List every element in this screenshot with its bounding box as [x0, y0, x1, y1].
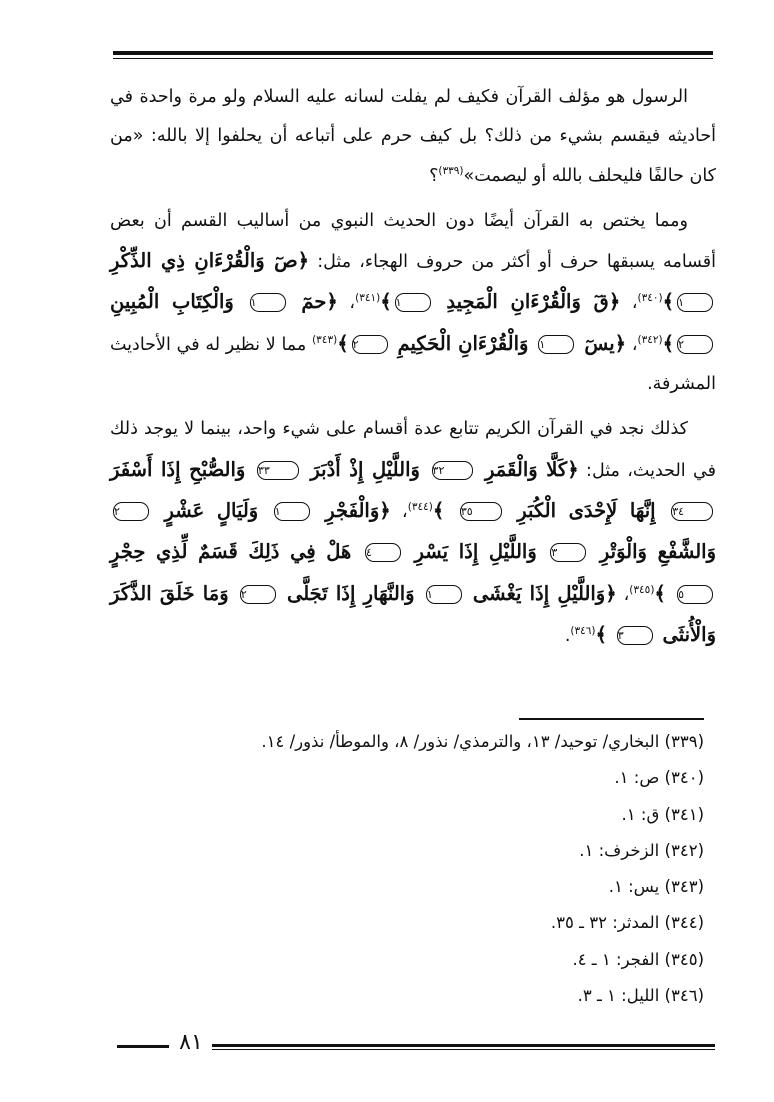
verse-number: ٢: [677, 335, 713, 354]
footnote-340: (٣٤٠) ص: ١.: [614, 768, 704, 788]
footnote-ref[interactable]: (٣٣٩): [438, 164, 464, 177]
footnote-ref[interactable]: (٣٤٥): [629, 583, 655, 596]
quran-verse-text: إِنَّهَا لَإِحْدَى الْكُبَرِ: [504, 498, 656, 522]
separator: ،: [620, 293, 638, 314]
ornate-bracket-close: ﴾: [662, 290, 675, 314]
paragraph-1: الرسول هو مؤلف القرآن فكيف لم يفلت لسانه عليه السلام ولو مرة واحدة في أحاديثه فيقسم بشيء من ذلك؟ بل كيف حرم على أتباعه أن يحلفوا إلا بالله: «من كان حالفًا فليحلف بالله أو ليصمت»$^{(٣٣٩)}$؟: [110, 87, 716, 186]
quran-verse-text: وَالشَّفْعِ وَالْوَتْرِ: [589, 540, 716, 564]
ornate-bracket-close: ﴾: [337, 331, 349, 355]
verse-number: ٣٣: [257, 461, 299, 480]
quran-verse-text: صٓ وَالْقُرْءَانِ ذِي الذِّكْرِ: [110, 249, 298, 273]
verse-number: ١: [274, 502, 310, 521]
ornate-bracket-open: ﴿: [614, 331, 627, 355]
verse-number: ٣: [550, 543, 586, 562]
quran-quote: [380, 290, 620, 313]
separator: ،: [626, 334, 638, 355]
separator: ،: [337, 293, 356, 314]
quran-quote: [337, 332, 626, 355]
ornate-bracket-open: ﴿: [608, 290, 621, 314]
footer-rule-right: [212, 1044, 715, 1050]
quran-verse-text: وَالنَّهَارِ إِذَا تَجَلَّى: [278, 581, 415, 605]
footnote-339: (٣٣٩) البخاري/ توحيد/ ١٣، والترمذي/ نذور/ ٨، والموطأ/ نذور/ ١٤.: [261, 732, 704, 751]
footnote-341: (٣٤١) ق: ١.: [621, 804, 704, 824]
ornate-bracket-close: ﴾: [662, 331, 675, 355]
verse-number: ١: [395, 293, 431, 312]
footnote-ref[interactable]: (٣٤٤): [407, 501, 433, 514]
quran-verse-text: وَاللَّيْلِ إِذَا يَسْرِ: [403, 540, 537, 564]
footnote-ref[interactable]: (٣٤٠): [637, 292, 663, 305]
ornate-bracket-open: ﴿: [567, 457, 579, 481]
quran-verse-text: يسٓ: [577, 331, 615, 355]
paragraph-3: كذلك نجد في القرآن الكريم تتابع عدة أقسام على شيء واحد، بينما لا يوجد ذلك في الحديث، مثل: ﴿كَلَّا وَالْقَمَرِ ٣٢ وَاللَّيْلِ إِذْ أَدْبَرَ ٣٣ وَالصُّبْحِ إِذَا أَسْفَرَ ٣٤ إِنَّهَا لَإِحْدَى الْكُبَرِ ٣٥ ﴾$^{(٣٤٤)}$، ﴿وَالْفَجْرِ ١ وَلَيَالٍ عَشْرٍ ٢ وَالشَّفْعِ وَالْوَتْرِ ٣ وَاللَّيْلِ إِذَا يَسْرِ ٤ هَلْ فِي ذَلِكَ قَسَمٌ لِّذِي حِجْرٍ ٥ ﴾$^{(٣٤٥)}$، ﴿وَاللَّيْلِ إِذَا يَغْشَى ١ وَالنَّهَارِ إِذَا تَجَلَّى ٢ وَمَا خَلَقَ الذَّكَرَ وَالْأُنثَى ٣ ﴾$^{(٣٤٦)}$.: [110, 419, 716, 646]
footnote-separator: [519, 718, 704, 720]
verse-number: ١: [250, 293, 286, 312]
ornate-bracket-open: ﴿: [379, 498, 391, 522]
main-text: [110, 78, 716, 656]
ornate-bracket-close: ﴾: [432, 498, 445, 522]
ornate-bracket-open: ﴿: [297, 249, 310, 273]
footnote-ref[interactable]: (٣٤٦): [570, 625, 596, 638]
footnote-345: (٣٤٥) الفجر: ١ ـ ٤.: [572, 949, 704, 969]
footnote-342: (٣٤٢) الزخرف: ١.: [579, 840, 704, 860]
verse-number: ٣٥: [460, 502, 502, 521]
ornate-bracket-close: ﴾: [595, 622, 607, 646]
ornate-bracket-open: ﴿: [326, 290, 338, 314]
footnote-ref[interactable]: (٣٤٣): [312, 333, 338, 346]
page-number: ٨١: [179, 1030, 203, 1055]
quran-verse-text: وَالْكِتَابِ الْمُبِينِ: [110, 290, 247, 314]
header-rule: [113, 51, 713, 59]
quran-verse-text: وَالْفَجْرِ: [312, 498, 380, 522]
ornate-bracket-close: ﴾: [654, 581, 666, 605]
footnote-ref[interactable]: (٣٤١): [355, 292, 381, 305]
quran-verse-text: وَالصُّبْحِ إِذَا أَسْفَرَ: [110, 457, 246, 481]
ornate-bracket-close: ﴾: [380, 290, 392, 314]
footnote-346: (٣٤٦) الليل: ١ ـ ٣.: [577, 986, 704, 1006]
quran-verse-text: وَاللَّيْلِ إِذَا يَغْشَى: [464, 581, 606, 605]
verse-number: ٥: [677, 585, 713, 604]
footnote-343: (٣٤٣) يس: ١.: [608, 877, 704, 897]
quran-verse-text: هَلْ فِي ذَلِكَ قَسَمٌ لِّذِي حِجْرٍ: [110, 540, 352, 564]
verse-number: ٢: [352, 335, 388, 354]
footnote-344: (٣٤٤) المدثر: ٣٢ ـ ٣٥.: [550, 913, 704, 933]
verse-number: ٣٤: [671, 502, 713, 521]
quran-verse-text: حمٓ: [288, 290, 327, 314]
paragraph-2: ومما يختص به القرآن أيضًا دون الحديث النبوي من أساليب القسم أن بعض أقسامه يسبقها حرف أو أكثر من حروف الهجاء، مثل: ﴿صٓ وَالْقُرْءَانِ ذِي الذِّكْرِ ١﴾$^{(٣٤٠)}$، ﴿قٓ وَالْقُرْءَانِ الْمَجِيدِ ١﴾$^{(٣٤١)}$، ﴿حمٓ ١ وَالْكِتَابِ الْمُبِينِ ٢﴾$^{(٣٤٢)}$، ﴿يسٓ ١ وَالْقُرْءَانِ الْحَكِيمِ ٢﴾$^{(٣٤٣)}$ مما لا نظير له في الأحاديث المشرفة.: [110, 210, 716, 395]
quran-verse-text: قٓ وَالْقُرْءَانِ الْمَجِيدِ: [433, 290, 609, 314]
footer-rule-left: [117, 1045, 169, 1048]
ornate-bracket-open: ﴿: [605, 581, 617, 605]
footnotes: [144, 724, 704, 1014]
footnote-ref[interactable]: (٣٤٢): [637, 333, 663, 346]
quran-verse-text: وَلَيَالٍ عَشْرٍ: [151, 498, 259, 522]
verse-number: ٢: [113, 502, 149, 521]
quran-verse-text: كَلَّا وَالْقَمَرِ: [476, 457, 568, 481]
verse-number: ٤: [365, 543, 401, 562]
verse-number: ١: [426, 585, 462, 604]
verse-number: ١: [538, 335, 574, 354]
verse-number: ١: [677, 293, 713, 312]
verse-number: ٣: [617, 626, 653, 645]
verse-number: ٣٢: [432, 461, 474, 480]
quran-verse-text: وَالْقُرْءَانِ الْحَكِيمِ: [390, 331, 536, 355]
quran-verse-text: وَاللَّيْلِ إِذْ أَدْبَرَ: [301, 457, 420, 481]
quran-verse-text: وَمَا خَلَقَ الذَّكَرَ وَالْأُنثَى: [110, 581, 716, 646]
verse-number: ٢: [240, 585, 276, 604]
